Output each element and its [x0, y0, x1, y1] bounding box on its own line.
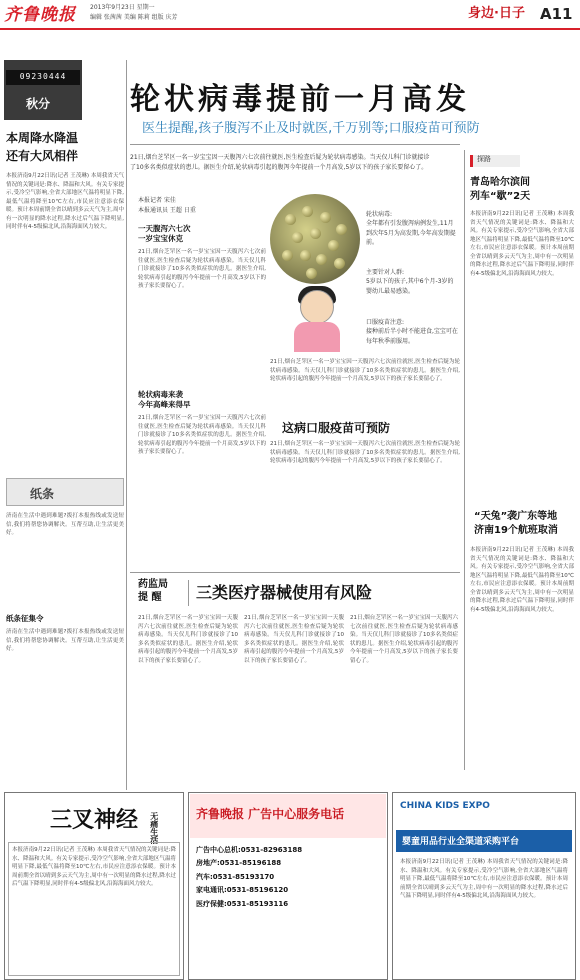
ad-mid-line: 汽车:0531-85193170: [196, 872, 275, 881]
medical-body-2: 21日,烟台芝罘区一名一岁宝宝因一天腹泻六七次前往就医,医生检查后疑为轮状病毒感染。当天仅儿科门诊就接诊了10多名类似症状的患儿。据医生介绍,轮状病毒引起的腹泻今年提前一个月高发,5岁以下的孩子家长要留心了。: [244, 615, 344, 664]
article-body-3: 21日,烟台芝罘区一名一岁宝宝因一天腹泻六七次前往就医,医生检查后疑为轮状病毒感染。当天仅儿科门诊就接诊了10多名类似症状的患儿。据医生介绍,轮状病毒引起的腹泻今年提前一个月高发,5岁以下的孩子家长要留心了。: [270, 359, 460, 383]
right-body-2: 本报济南9月22日讯(记者 王茂琳) 本周我省天气情况的关键词是:降水、降温和大风。有关专家提示,受冷空气影响,全省大部地区气温将明显下降,最低气温将降至10℃左右,市民应注意添衣保暖。预计本周前期全省以晴到多云天气为主,周中有一次明显的降水过程,降水过后气温下降明显,同时伴有4-5级偏北风,沿海海面风力较大。: [470, 547, 574, 613]
ad-mid-line: 房地产:0531-85196188: [196, 859, 282, 868]
medical-headline: 三类医疗器械使用有风险: [196, 583, 373, 602]
date-line: 2013年9月23日 星期一: [90, 4, 155, 11]
ad-mid-line: 医疗保健:0531-85193116: [196, 899, 289, 908]
section-rule: [130, 572, 460, 573]
right-headline-1: 青岛哈尔滨间 列车“歇”2天: [470, 177, 531, 202]
subheading-3: 这病口服疫苗可预防: [282, 421, 391, 435]
ad-right-logo: CHINA KIDS EXPO: [400, 801, 490, 811]
info-target-group: 主要针对人群: 5岁以下的孩子,其中6个月-3岁的婴幼儿最易感染。: [366, 269, 454, 295]
ad-right-title: 婴童用品行业全渠道采购平台: [402, 837, 520, 847]
weather-headline-2: 还有大风相伴: [6, 149, 79, 163]
medical-kicker: 药监局 提 醒: [138, 579, 168, 603]
ad-mid-lines: [196, 846, 382, 913]
child-cartoon-face: [300, 290, 334, 324]
page-number: A11: [540, 5, 573, 23]
medical-body-3: 21日,烟台芝罘区一名一岁宝宝因一天腹泻六七次前往就医,医生检查后疑为轮状病毒感染。当天仅儿科门诊就接诊了10多名类似症状的患儿。据医生介绍,轮状病毒引起的腹泻今年提前一个月高发,5岁以下的孩子家长要留心了。: [350, 615, 458, 664]
rotavirus-photo: [270, 194, 360, 284]
subheading-1: 一天腹泻六七次 一岁宝宝休克: [138, 224, 191, 244]
ad-left-title: 三叉神经: [50, 808, 139, 833]
tips-footer-body: 济南在生活中遇到难题?拨打本报热线或发送短信,我们将帮您协调解决。互帮互助,让生活更美好。: [6, 629, 124, 653]
ad-mid-line: 家电通讯:0531-85196120: [196, 886, 289, 895]
ad-left-note: 无痛生活: [149, 812, 159, 844]
article-body-2: 21日,烟台芝罘区一名一岁宝宝因一天腹泻六七次前往就医,医生检查后疑为轮状病毒感染。当天仅儿科门诊就接诊了10多名类似症状的患儿。据医生介绍,轮状病毒引起的腹泻今年提前一个月高发,5岁以下的孩子家长要留心了。: [138, 415, 266, 456]
tips-title: 纸条: [30, 487, 55, 501]
ad-right-body: 本报济南9月22日讯(记者 王茂琳) 本周我省天气情况的关键词是:降水、降温和大风。有关专家提示,受冷空气影响,全省大部地区气温将明显下降,最低气温将降至10℃左右,市民应注意添衣保暖。预计本周前期全省以晴到多云天气为主,周中有一次明显的降水过程,降水过后气温下降明显,同时伴有4-5级偏北风,沿海海面风力较大。: [400, 859, 568, 900]
right-column-divider: [464, 150, 465, 770]
article-byline: 本报记者 宋佳 本报通讯员 王超 日重: [138, 197, 196, 214]
article-lead: 21日,烟台芝罘区一名一岁宝宝因一天腹泻六七次前往就医,医生检查后疑为轮状病毒感染。当天仅儿科门诊就接诊了10多名类似症状的患儿。据医生介绍,轮状病毒引起的腹泻今年提前一个月高发,5岁以下的孩子家长要留心了。: [130, 154, 430, 171]
column-divider: [126, 60, 127, 790]
column-tag: 探路: [470, 155, 520, 167]
tips-footer: 纸条征集令: [6, 614, 44, 623]
subheading-2: 轮状病毒来袭 今年高峰来得早: [138, 390, 191, 410]
ad-mid-title: 齐鲁晚报 广告中心服务电话: [196, 807, 345, 821]
right-body-1: 本报济南9月22日讯(记者 王茂琳) 本周我省天气情况的关键词是:降水、降温和大风。有关专家提示,受冷空气影响,全省大部地区气温将明显下降,最低气温将降至10℃左右,市民应注意添衣保暖。预计本周前期全省以晴到多云天气为主,周中有一次明显的降水过程,降水过后气温下降明显,同时伴有4-5级偏北风,沿海海面风力较大。: [470, 211, 574, 277]
editors-line: 编辑 张茜茜 美编 陈莉 组版 庆芳: [90, 14, 178, 21]
ad-left-body: 本报济南9月22日讯(记者 王茂琳) 本周我省天气情况的关键词是:降水、降温和大风。有关专家提示,受冷空气影响,全省大部地区气温将明显下降,最低气温将降至10℃左右,市民应注意添衣保暖。预计本周前期全省以晴到多云天气为主,周中有一次明显的降水过程,降水过后气温下降明显,同时伴有4-5级偏北风,沿海海面风力较大。: [12, 847, 176, 888]
article-body-1: 21日,烟台芝罘区一名一岁宝宝因一天腹泻六七次前往就医,医生检查后疑为轮状病毒感染。当天仅儿科门诊就接诊了10多名类似症状的患儿。据医生介绍,轮状病毒引起的腹泻今年提前一个月高发,5岁以下的孩子家长要留心了。: [138, 249, 266, 290]
main-subtitle: 医生提醒,孩子腹泻不止及时就医,千万别等;口服疫苗可预防: [142, 121, 480, 136]
headline-rule: [130, 144, 460, 145]
ad-mid-line: 广告中心总机:0531-82963188: [196, 846, 303, 854]
weather-headline-1: 本周降水降温: [6, 131, 79, 145]
solar-term-icon: 秋分: [26, 97, 51, 111]
weather-digits: 09230444: [6, 70, 80, 85]
weather-body: 本报济南9月22日讯(记者 王茂琳) 本周我省天气情况的关键词是:降水、降温和大风。有关专家提示,受冷空气影响,全省大部地区气温将明显下降,最低气温将降至10℃左右,市民应注意添衣保暖。预计本周前期全省以晴到多云天气为主,周中有一次明显的降水过程,降水过后气温下降明显,同时伴有4-5级偏北风,沿海海面风力较大。: [6, 173, 124, 231]
child-cartoon-body: [294, 322, 340, 352]
kicker-divider: [188, 580, 189, 606]
section-name: 身边·日子: [468, 6, 525, 21]
info-rotavirus: 轮状病毒: 全年都有引发腹泻病例发生,11月到次年5月为高发期,今年高发期提前。: [366, 211, 456, 246]
right-headline-2: “天兔”袭广东等地 济南19个航班取消: [474, 511, 558, 536]
medical-body-1: 21日,烟台芝罘区一名一岁宝宝因一天腹泻六七次前往就医,医生检查后疑为轮状病毒感染。当天仅儿科门诊就接诊了10多名类似症状的患儿。据医生介绍,轮状病毒引起的腹泻今年提前一个月高发,5岁以下的孩子家长要留心了。: [138, 615, 238, 664]
tips-body: 济南在生活中遇到难题?拨打本报热线或发送短信,我们将帮您协调解决。互帮互助,让生活更美好。: [6, 513, 124, 537]
article-body-4: 21日,烟台芝罘区一名一岁宝宝因一天腹泻六七次前往就医,医生检查后疑为轮状病毒感染。当天仅儿科门诊就接诊了10多名类似症状的患儿。据医生介绍,轮状病毒引起的腹泻今年提前一个月高发,5岁以下的孩子家长要留心了。: [270, 441, 460, 465]
newspaper-logo: 齐鲁晚报: [4, 5, 76, 25]
main-headline: 轮状病毒提前一月高发: [130, 82, 470, 117]
tips-box: [6, 478, 124, 506]
info-vaccine: 口服疫苗注意: 接种前后半小时不能进食,宝宝可在每年秋季前服用。: [366, 319, 458, 345]
